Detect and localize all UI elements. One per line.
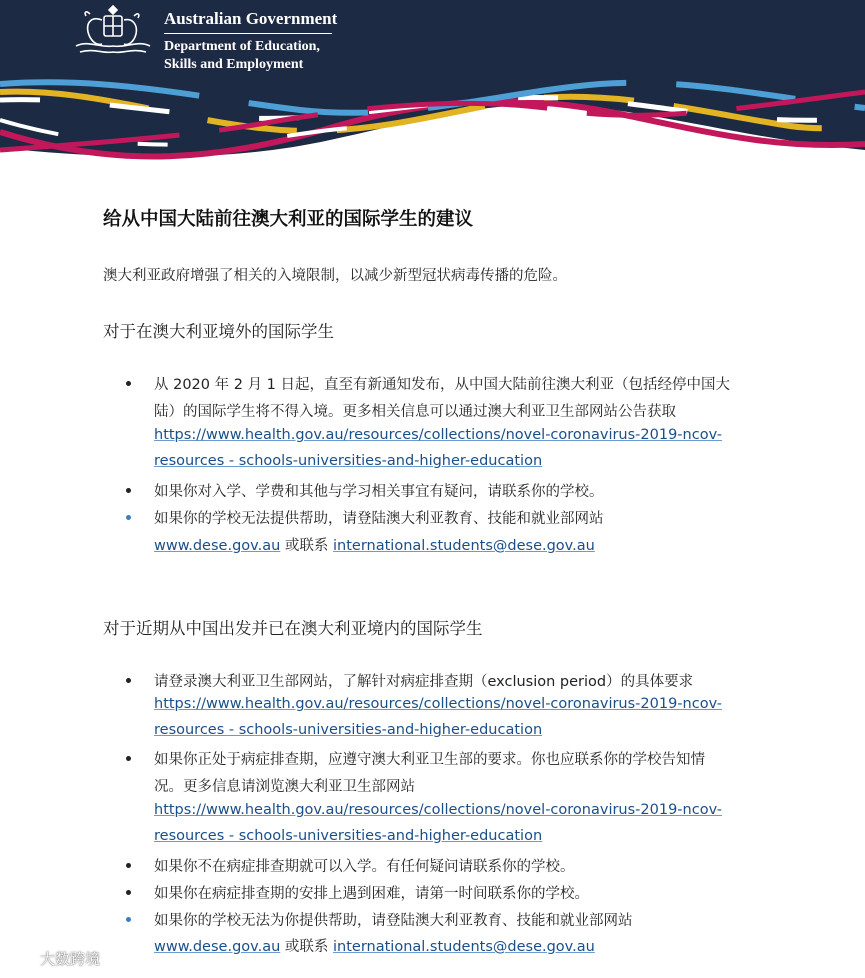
bullet-icon	[126, 488, 131, 493]
bullet-text: 如果你在病症排查期的安排上遇到困难，请第一时间联系你的学校。	[154, 886, 589, 902]
bullet-text: 如果你正处于病症排查期，应遵守澳大利亚卫生部的要求。你也应联系你的学校告知情	[154, 752, 705, 768]
or-contact-text: 或联系	[284, 538, 329, 554]
wechat-logo-icon	[8, 949, 36, 969]
bullet-icon	[126, 515, 131, 520]
department-name	[164, 38, 320, 74]
bullet-icon	[126, 890, 131, 895]
or-contact-text: 或联系	[284, 939, 329, 955]
bullet-icon	[126, 756, 131, 761]
email-link[interactable]: international.students@dese.gov.au	[333, 939, 595, 955]
bullet-text: 如果你不在病症排查期就可以入学。有任何疑问请联系你的学校。	[154, 859, 575, 875]
section-heading-outside: 对于在澳大利亚境外的国际学生	[103, 322, 334, 341]
bullet-text: 如果你的学校无法为你提供帮助，请登陆澳大利亚教育、技能和就业部网站	[154, 913, 633, 929]
health-link[interactable]: resources - schools-universities-and-higher-education	[154, 828, 543, 844]
section-heading-inside: 对于近期从中国出发并已在澳大利亚境内的国际学生	[103, 619, 483, 638]
bullet-text: 陆）的国际学生将不得入境。更多相关信息可以通过澳大利亚卫生部网站公告获取	[154, 404, 676, 420]
health-link[interactable]: resources - schools-universities-and-higher-education	[154, 453, 543, 469]
bullet-text: 从 2020 年 2 月 1 日起，直至有新通知发布，从中国大陆前往澳大利亚（包括经停中国大	[154, 377, 731, 393]
health-link[interactable]: https://www.health.gov.au/resources/collections/novel-coronavirus-2019-ncov-	[154, 696, 722, 712]
bullet-text: 如果你的学校无法提供帮助，请登陆澳大利亚教育、技能和就业部网站	[154, 511, 604, 527]
bullet-text: 请登录澳大利亚卫生部网站，了解针对病症排查期（exclusion period）的具体要求	[154, 674, 694, 690]
dese-website-link[interactable]: www.dese.gov.au	[154, 939, 281, 955]
department-line-1: Department of Education,	[164, 39, 320, 54]
intro-paragraph: 澳大利亚政府增强了相关的入境限制，以减少新型冠状病毒传播的危险。	[103, 268, 567, 284]
watermark-text: 大数跨境	[40, 950, 101, 968]
bullet-text: 况。更多信息请浏览澳大利亚卫生部网站	[154, 779, 415, 795]
department-line-2: Skills and Employment	[164, 57, 304, 72]
dese-website-link[interactable]: www.dese.gov.au	[154, 538, 281, 554]
coat-of-arms-icon	[68, 2, 158, 60]
health-link[interactable]: https://www.health.gov.au/resources/collections/novel-coronavirus-2019-ncov-	[154, 427, 722, 443]
health-link[interactable]: https://www.health.gov.au/resources/collections/novel-coronavirus-2019-ncov-	[154, 802, 722, 818]
document-title: 给从中国大陆前往澳大利亚的国际学生的建议	[103, 209, 474, 230]
bullet-icon	[126, 917, 131, 922]
bullet-text: 如果你对入学、学费和其他与学习相关事宜有疑问，请联系你的学校。	[154, 484, 604, 500]
header-divider	[164, 33, 332, 34]
bullet-icon	[126, 381, 131, 386]
health-link[interactable]: resources - schools-universities-and-higher-education	[154, 722, 543, 738]
header-banner	[0, 0, 865, 190]
government-title: Australian Government	[164, 9, 338, 28]
bullet-icon	[126, 678, 131, 683]
contact-line	[154, 534, 595, 555]
bullet-icon	[126, 863, 131, 868]
contact-line	[154, 935, 595, 956]
email-link[interactable]: international.students@dese.gov.au	[333, 538, 595, 554]
